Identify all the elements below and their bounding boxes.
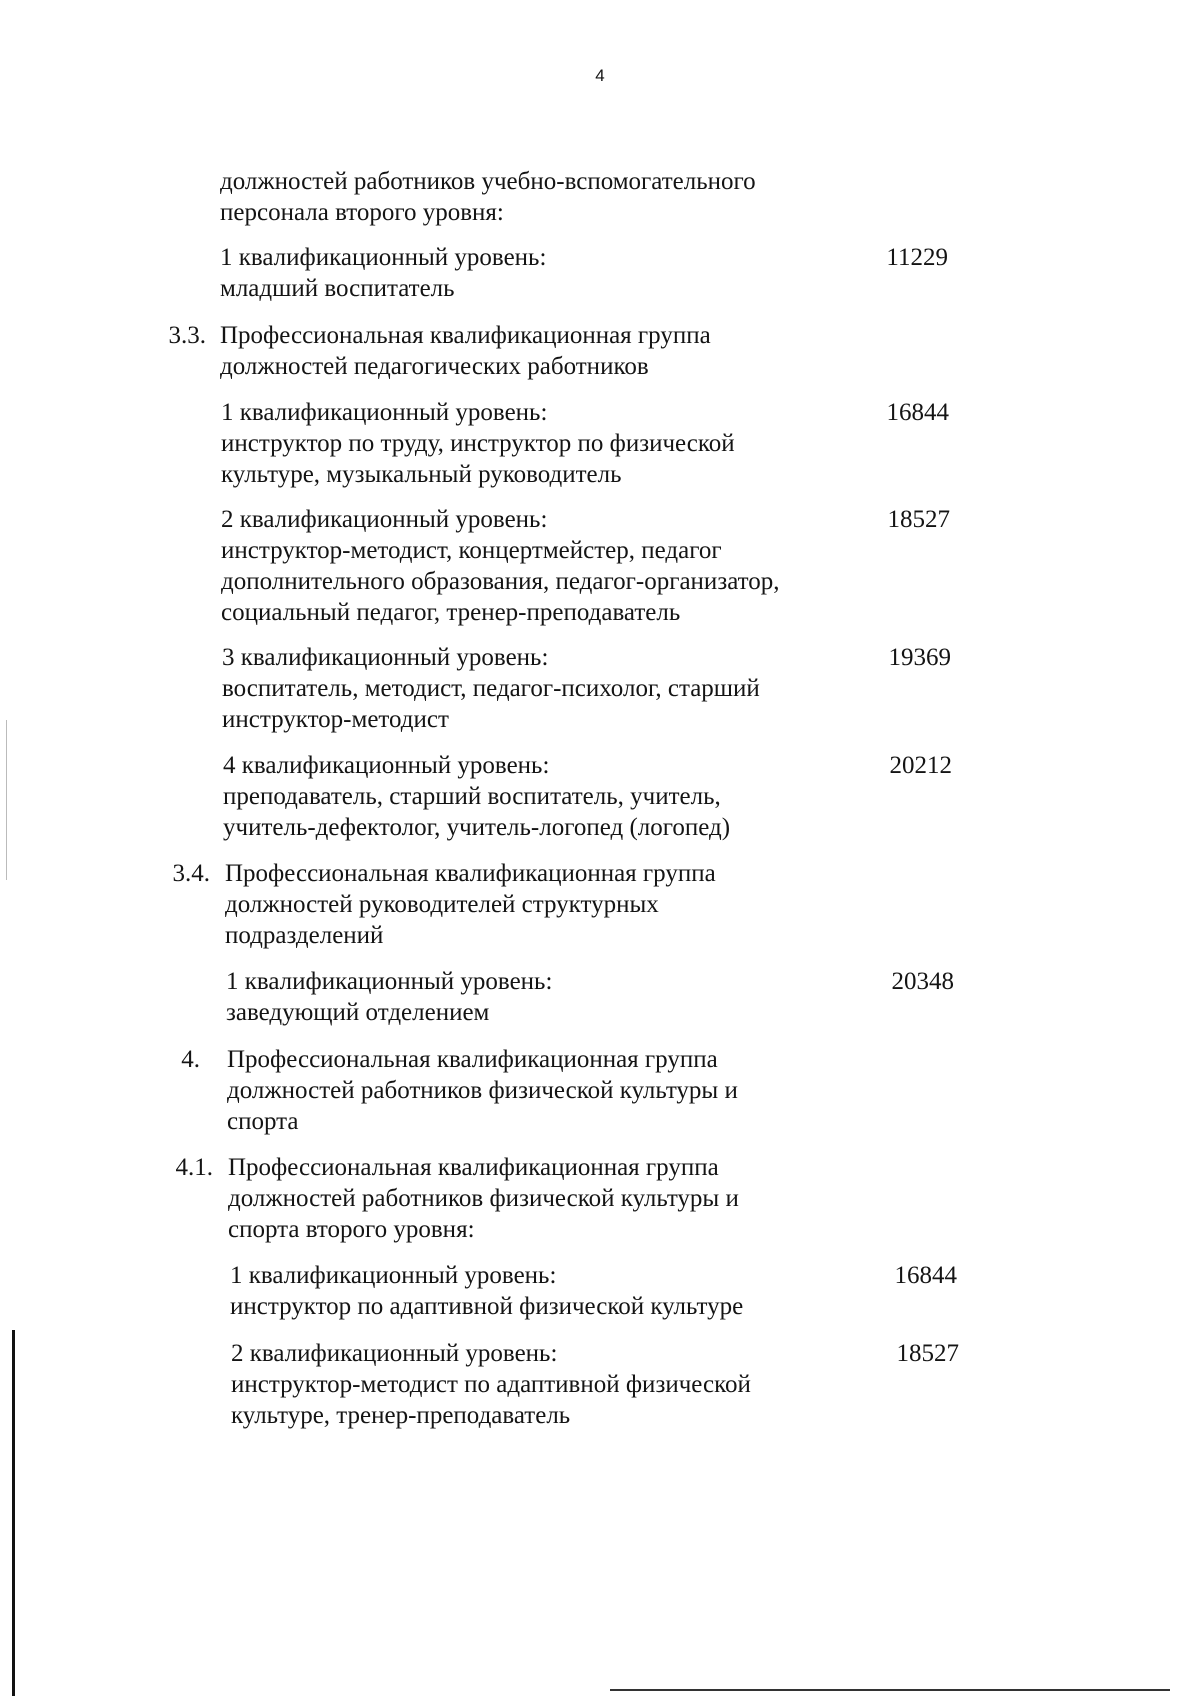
- item-description: [227, 1044, 927, 1137]
- salary-value: 18527: [887, 506, 950, 533]
- description-line: культуре, музыкальный руководитель: [221, 461, 622, 488]
- page-number: 4: [595, 66, 605, 85]
- description-line: должностей педагогических работников: [220, 353, 649, 380]
- description-line: учитель-дефектолог, учитель-логопед (логопед): [223, 814, 731, 841]
- description-line: Профессиональная квалификационная группа: [227, 1046, 718, 1073]
- scan-edge-bottom: [610, 1689, 1170, 1691]
- item-number: 3.3.: [168, 322, 206, 349]
- item-description: [221, 504, 921, 628]
- description-line: инструктор-методист, концертмейстер, педагог: [221, 537, 722, 564]
- description-line: 1 квалификационный уровень:: [220, 244, 547, 271]
- item-description: [220, 320, 920, 382]
- description-line: 3 квалификационный уровень:: [222, 644, 549, 671]
- description-line: дополнительного образования, педагог-организатор,: [221, 568, 780, 595]
- scan-artifact: [6, 720, 7, 880]
- salary-value: 20212: [889, 752, 952, 779]
- description-line: инструктор по труду, инструктор по физической: [221, 430, 735, 457]
- salary-value: 16844: [894, 1262, 957, 1289]
- description-line: инструктор-методист: [222, 706, 449, 733]
- item-description: [222, 642, 922, 735]
- description-line: подразделений: [225, 922, 384, 949]
- item-description: [221, 397, 921, 490]
- item-description: [231, 1338, 931, 1431]
- salary-value: 16844: [886, 399, 949, 426]
- description-line: Профессиональная квалификационная группа: [225, 860, 716, 887]
- item-description: [225, 858, 925, 951]
- salary-value: 19369: [888, 644, 951, 671]
- item-description: [220, 166, 920, 228]
- description-line: заведующий отделением: [226, 999, 490, 1026]
- item-description: [228, 1152, 928, 1245]
- description-line: 2 квалификационный уровень:: [221, 506, 548, 533]
- salary-value: 18527: [896, 1340, 959, 1367]
- salary-value: 11229: [886, 244, 948, 271]
- description-line: инструктор-методист по адаптивной физической: [231, 1371, 751, 1398]
- description-line: воспитатель, методист, педагог-психолог, старший: [222, 675, 760, 702]
- item-description: [220, 242, 920, 304]
- description-line: должностей руководителей структурных: [225, 891, 659, 918]
- description-line: персонала второго уровня:: [220, 199, 504, 226]
- description-line: должностей работников физической культуры и: [228, 1185, 739, 1212]
- description-line: должностей работников учебно-вспомогательного: [220, 168, 756, 195]
- description-line: культуре, тренер-преподаватель: [231, 1402, 571, 1429]
- description-line: социальный педагог, тренер-преподаватель: [221, 599, 681, 626]
- item-description: [223, 750, 923, 843]
- description-line: инструктор по адаптивной физической культуре: [230, 1293, 744, 1320]
- description-line: 1 квалификационный уровень:: [221, 399, 548, 426]
- item-number: 4.: [181, 1046, 200, 1073]
- description-line: спорта второго уровня:: [228, 1216, 475, 1243]
- description-line: преподаватель, старший воспитатель, учитель,: [223, 783, 721, 810]
- scan-edge-left: [12, 1330, 15, 1696]
- item-description: [226, 966, 926, 1028]
- description-line: Профессиональная квалификационная группа: [228, 1154, 719, 1181]
- description-line: спорта: [227, 1108, 299, 1135]
- item-number: 4.1.: [175, 1154, 213, 1181]
- description-line: 4 квалификационный уровень:: [223, 752, 550, 779]
- description-line: должностей работников физической культуры и: [227, 1077, 738, 1104]
- item-number: 3.4.: [172, 860, 210, 887]
- description-line: младший воспитатель: [220, 275, 455, 302]
- description-line: 1 квалификационный уровень:: [230, 1262, 557, 1289]
- item-description: [230, 1260, 930, 1322]
- salary-value: 20348: [891, 968, 954, 995]
- description-line: Профессиональная квалификационная группа: [220, 322, 711, 349]
- description-line: 2 квалификационный уровень:: [231, 1340, 558, 1367]
- description-line: 1 квалификационный уровень:: [226, 968, 553, 995]
